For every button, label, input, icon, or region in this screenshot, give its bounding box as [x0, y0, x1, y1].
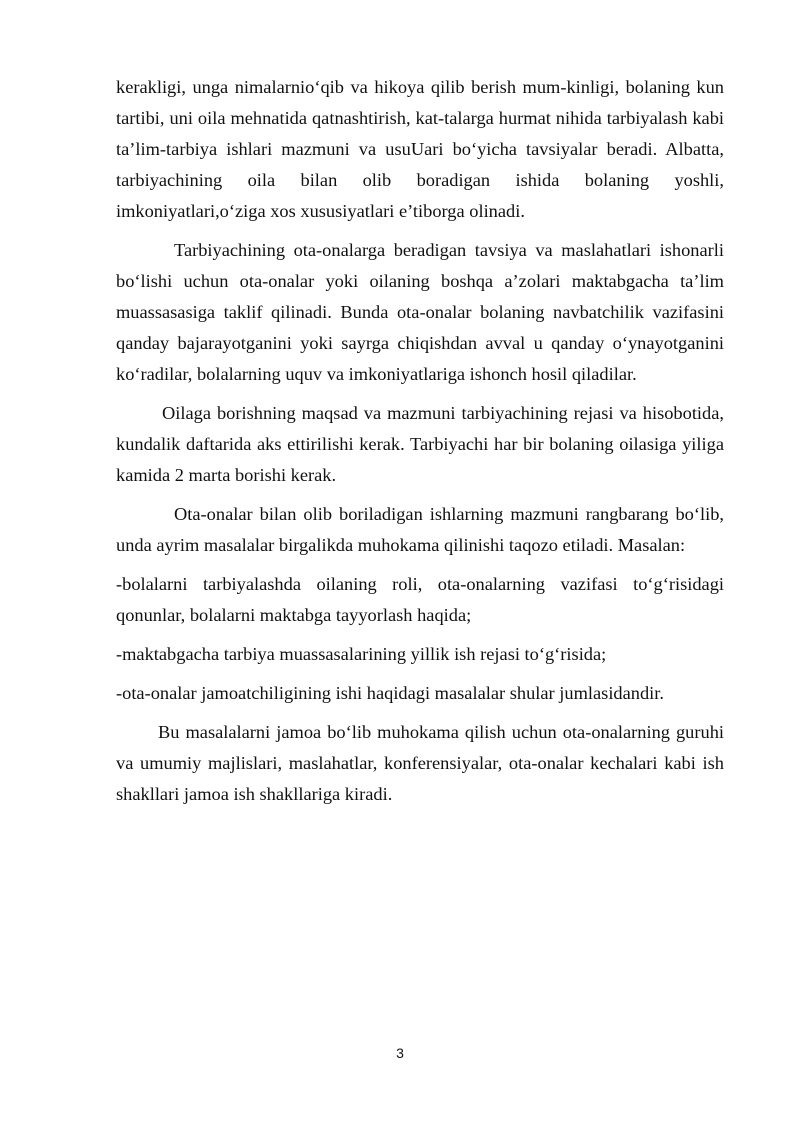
paragraph: Tarbiyachining ota-onalarga beradigan tavsiya va maslahatlari ishonarli bo‘lishi uchun ota-onalar yoki oilaning boshqa a’zolari maktabgacha ta’lim muassasasiga taklif qilinadi. Bunda ota-onalar bolaning navbatchilik vazifasini qanday bajarayotganini yoki sayrga chiqishdan avval u qanday o‘ynayotganini ko‘radilar, bolalarning uquv va imkoniyatlariga ishonch hosil qiladilar.: [116, 240, 724, 384]
paragraph: Oilaga borishning maqsad va mazmuni tarbiyachining rejasi va hisobotida, kundalik daftarida aks ettirilishi kerak. Tarbiyachi har bir bolaning oilasiga yiliga kamida 2 marta borishi kerak.: [116, 403, 724, 485]
list-item: -maktabgacha tarbiya muassasalarining yillik ish rejasi to‘g‘risida;: [116, 644, 607, 664]
paragraph: kerakligi, unga nimalarnio‘qib va hikoya qilib berish mum-kinligi, bolaning kun tartibi, uni oila mehnatida qatnashtirish, kat-talarga hurmat nihida tarbiyalash kabi ta’lim-tarbiya ishlari mazmuni va usuUari bo‘yicha tavsiyalar beradi. Albatta, tarbiyachining oila bilan olib boradigan ishida bolaning yoshli, imkoniyatlari,o‘ziga xos xususiyatlari e’tiborga olinadi.: [116, 77, 724, 221]
paragraph: Ota-onalar bilan olib boriladigan ishlarning mazmuni rangbarang bo‘lib, unda ayrim masalalar birgalikda muhokama qilinishi taqozo etiladi. Masalan:: [116, 504, 724, 555]
page-body: [116, 72, 724, 818]
page-number: 3: [396, 1045, 404, 1061]
list-item: -ota-onalar jamoatchiligining ishi haqidagi masalalar shular jumlasidandir.: [116, 683, 664, 703]
list-item: -bolalarni tarbiyalashda oilaning roli, ota-onalarning vazifasi to‘g‘risidagi qonunlar, bolalarni maktabga tayyorlash haqida;: [116, 574, 724, 625]
paragraph: Bu masalalarni jamoa bo‘lib muhokama qilish uchun ota-onalarning guruhi va umumiy majlislari, maslahatlar, konferensiyalar, ota-onalar kechalari kabi ish shakllari jamoa ish shakllariga kiradi.: [116, 722, 724, 804]
